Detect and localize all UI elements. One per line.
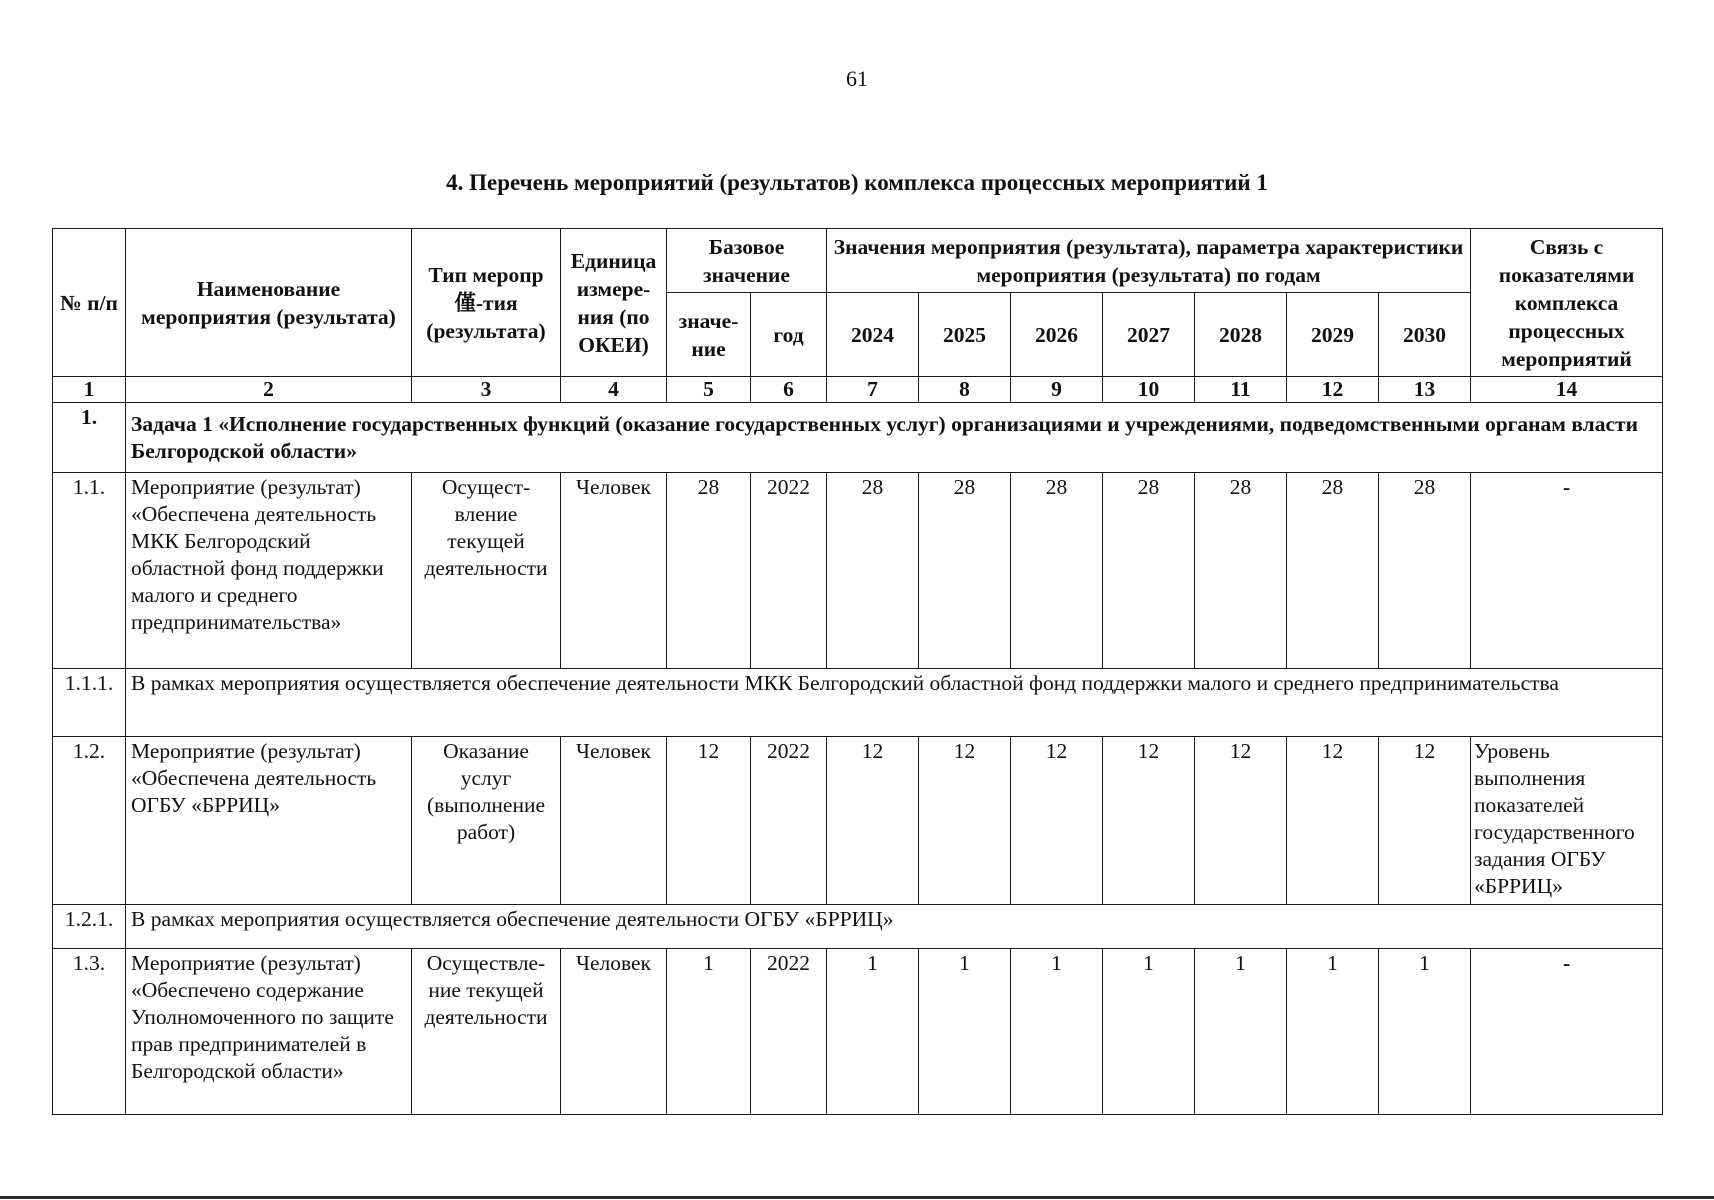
row-year-value: 28 xyxy=(827,473,919,669)
column-number: 12 xyxy=(1287,377,1379,403)
note-row xyxy=(53,669,1663,737)
row-name: Мероприятие (результат) «Обеспечено содержание Уполномоченного по защите прав предпринимателей в Белгородской области» xyxy=(126,949,412,1115)
row-name: Мероприятие (результат) «Обеспечена деятельность МКК Белгородский областной фонд поддержки малого и среднего предпринимательства» xyxy=(126,473,412,669)
row-link: Уровень выполнения показателей государственного задания ОГБУ «БРРИЦ» xyxy=(1471,737,1663,905)
column-number: 7 xyxy=(827,377,919,403)
column-number: 14 xyxy=(1471,377,1663,403)
table-row xyxy=(53,473,1663,669)
header-year: 2028 xyxy=(1195,293,1287,377)
table-row xyxy=(53,737,1663,905)
page-number: 61 xyxy=(846,66,868,91)
row-year-value: 12 xyxy=(1379,737,1471,905)
header-year: 2027 xyxy=(1103,293,1195,377)
task-text: Задача 1 «Исполнение государственных функций (оказание государственных услуг) организациями и учреждениями, подведомственными органам власти Белгородской области» xyxy=(126,403,1663,473)
row-year-value: 1 xyxy=(1379,949,1471,1115)
row-unit: Человек xyxy=(561,949,667,1115)
column-number: 9 xyxy=(1011,377,1103,403)
header-base-value: значе-ние xyxy=(667,293,751,377)
row-link: - xyxy=(1471,473,1663,669)
note-number: 1.1.1. xyxy=(53,669,126,737)
header-num: № п/п xyxy=(53,229,126,377)
row-year-value: 28 xyxy=(1011,473,1103,669)
row-year-value: 12 xyxy=(1195,737,1287,905)
header-year: 2029 xyxy=(1287,293,1379,377)
column-number: 13 xyxy=(1379,377,1471,403)
scan-edge-line xyxy=(0,1196,1714,1199)
column-number: 1 xyxy=(53,377,126,403)
note-row xyxy=(53,905,1663,949)
row-year-value: 1 xyxy=(919,949,1011,1115)
header-link: Связь с показателями комплекса процессных мероприятий xyxy=(1471,229,1663,377)
row-number: 1.2. xyxy=(53,737,126,905)
row-base-year: 2022 xyxy=(751,473,827,669)
column-number: 8 xyxy=(919,377,1011,403)
column-number: 10 xyxy=(1103,377,1195,403)
row-unit: Человек xyxy=(561,473,667,669)
header-base: Базовое значение xyxy=(667,229,827,293)
task-number: 1. xyxy=(53,403,126,473)
column-number: 5 xyxy=(667,377,751,403)
column-number: 4 xyxy=(561,377,667,403)
header-values: Значения мероприятия (результата), параметра характеристики мероприятия (результата) по годам xyxy=(827,229,1471,293)
header-unit: Единица измере-ния (по ОКЕИ) xyxy=(561,229,667,377)
note-text: В рамках мероприятия осуществляется обеспечение деятельности МКК Белгородский областной фонд поддержки малого и среднего предпринимательства xyxy=(126,669,1663,737)
row-year-value: 12 xyxy=(1287,737,1379,905)
header-year: 2030 xyxy=(1379,293,1471,377)
row-number: 1.3. xyxy=(53,949,126,1115)
row-base-year: 2022 xyxy=(751,949,827,1115)
task-row xyxy=(53,403,1663,473)
row-year-value: 28 xyxy=(919,473,1011,669)
column-number: 6 xyxy=(751,377,827,403)
header-base-year: год xyxy=(751,293,827,377)
row-year-value: 12 xyxy=(1011,737,1103,905)
row-type: Осуществле-ние текущей деятельности xyxy=(412,949,561,1115)
row-year-value: 1 xyxy=(1195,949,1287,1115)
row-year-value: 12 xyxy=(919,737,1011,905)
row-year-value: 1 xyxy=(1011,949,1103,1115)
header-year: 2025 xyxy=(919,293,1011,377)
row-year-value: 1 xyxy=(1103,949,1195,1115)
column-number: 3 xyxy=(412,377,561,403)
note-number: 1.2.1. xyxy=(53,905,126,949)
header-name: Наименование мероприятия (результата) xyxy=(126,229,412,377)
row-year-value: 1 xyxy=(827,949,919,1115)
header-year: 2024 xyxy=(827,293,919,377)
row-year-value: 12 xyxy=(1103,737,1195,905)
header-type: Тип меропр僅-тия (результата) xyxy=(412,229,561,377)
row-year-value: 1 xyxy=(1287,949,1379,1115)
row-year-value: 28 xyxy=(1287,473,1379,669)
row-unit: Человек xyxy=(561,737,667,905)
table-row xyxy=(53,949,1663,1115)
activities-table xyxy=(52,228,1663,1115)
row-type: Оказание услуг (выполнение работ) xyxy=(412,737,561,905)
document-title: 4. Перечень мероприятий (результатов) комплекса процессных мероприятий 1 xyxy=(446,170,1268,195)
row-name: Мероприятие (результат) «Обеспечена деятельность ОГБУ «БРРИЦ» xyxy=(126,737,412,905)
row-base-value: 28 xyxy=(667,473,751,669)
header-year: 2026 xyxy=(1011,293,1103,377)
row-year-value: 28 xyxy=(1195,473,1287,669)
column-number: 2 xyxy=(126,377,412,403)
column-numbers-row xyxy=(53,377,1663,403)
row-number: 1.1. xyxy=(53,473,126,669)
row-base-value: 12 xyxy=(667,737,751,905)
row-year-value: 12 xyxy=(827,737,919,905)
note-text: В рамках мероприятия осуществляется обеспечение деятельности ОГБУ «БРРИЦ» xyxy=(126,905,1663,949)
column-number: 11 xyxy=(1195,377,1287,403)
row-type: Осущест-вление текущей деятельности xyxy=(412,473,561,669)
row-link: - xyxy=(1471,949,1663,1115)
row-base-value: 1 xyxy=(667,949,751,1115)
row-year-value: 28 xyxy=(1103,473,1195,669)
row-year-value: 28 xyxy=(1379,473,1471,669)
row-base-year: 2022 xyxy=(751,737,827,905)
